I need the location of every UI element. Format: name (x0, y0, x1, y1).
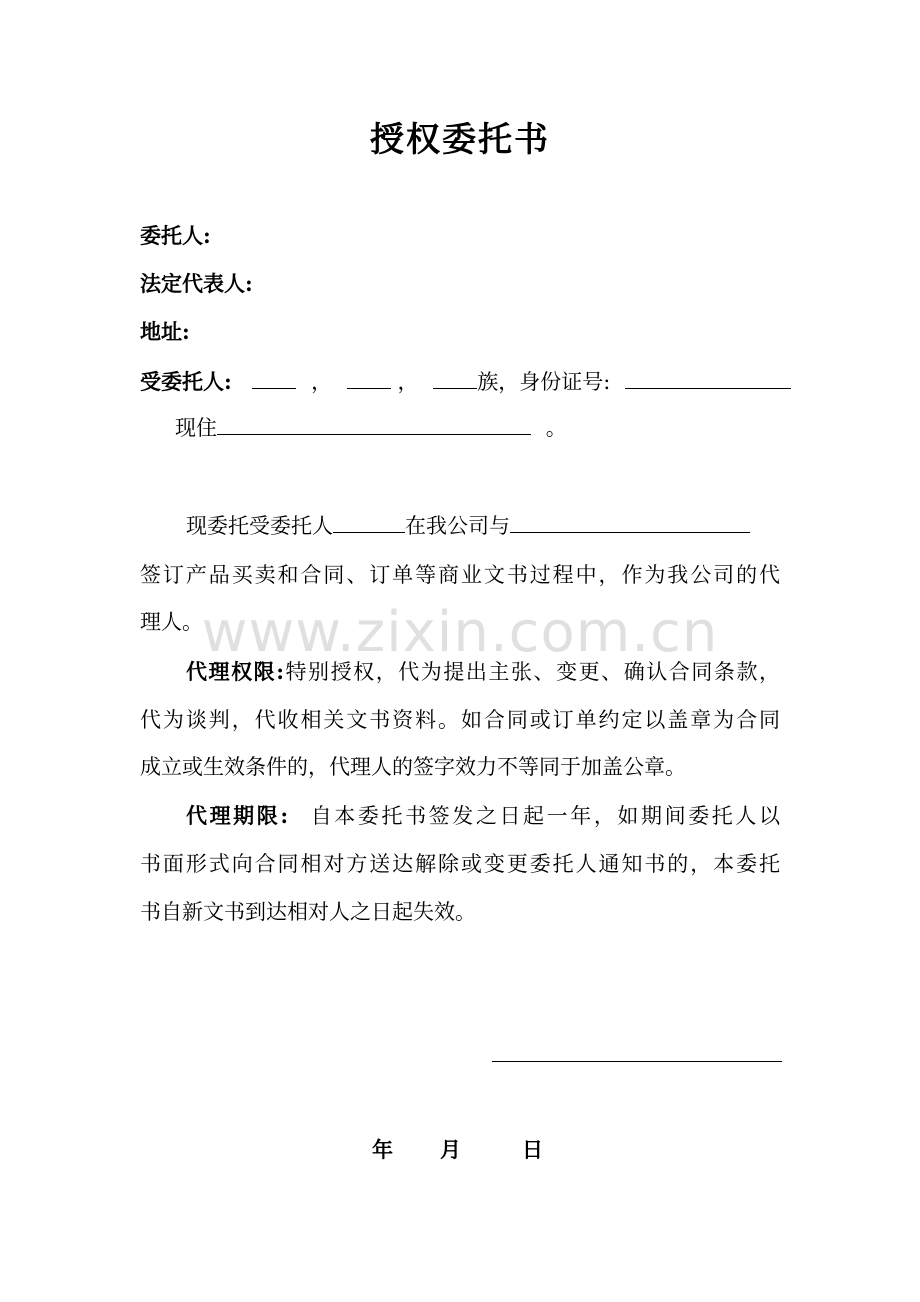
date-month: 月 (440, 1137, 461, 1162)
date-day: 日 (522, 1137, 543, 1162)
para1-text: 现委托受委托人 (186, 514, 333, 538)
watermark: www.zixin.com.cn (201, 600, 719, 665)
period: 。 (545, 416, 567, 440)
residence-row (175, 412, 567, 442)
agent-blank[interactable] (333, 514, 405, 533)
para2-line3: 成立或生效条件的，代理人的签字效力不等同于加盖公章。 (140, 755, 686, 779)
agent-gender-blank[interactable] (347, 370, 391, 389)
para2-line2: 代为谈判，代收相关文书资料。如合同或订单约定以盖章为合同 (140, 708, 780, 732)
address-label: 地址: (140, 319, 190, 344)
page-title: 授权委托书 (370, 120, 550, 160)
date-year: 年 (372, 1137, 393, 1162)
agent-label: 受委托人: (140, 369, 232, 394)
para2-line1 (186, 656, 780, 686)
signature-line[interactable] (492, 1061, 782, 1062)
counterparty-blank[interactable] (510, 514, 750, 533)
agent-name-blank[interactable] (252, 370, 296, 389)
separator: ， (311, 370, 333, 394)
id-number-blank[interactable] (625, 370, 791, 389)
para3-text: 自本委托书签发之日起一年，如期间委托人以 (308, 804, 780, 828)
para1-line2: 签订产品买卖和合同、订单等商业文书过程中，作为我公司的代 (140, 563, 780, 587)
separator: ， (397, 370, 419, 394)
para3-line3: 书自新文书到达相对人之日起失效。 (140, 900, 476, 924)
para1-line3: 理人。 (140, 610, 203, 634)
residence-label: 现住 (175, 416, 217, 440)
agent-ethnicity-blank[interactable] (433, 370, 477, 389)
authority-label: 代理权限: (186, 659, 284, 684)
ethnicity-id-label: 族，身份证号: (477, 370, 611, 394)
para1-line1 (186, 510, 750, 540)
para2-text: 特别授权，代为提出主张、变更、确认合同条款， (283, 660, 780, 684)
agent-row (140, 366, 791, 396)
para3-line2: 书面形式向合同相对方送达解除或变更委托人通知书的，本委托 (140, 852, 780, 876)
para3-line1 (186, 800, 780, 830)
term-label: 代理期限: (186, 803, 289, 828)
principal-label: 委托人: (140, 223, 211, 248)
para1-text: 在我公司与 (405, 514, 510, 538)
residence-blank[interactable] (217, 416, 531, 435)
legal-rep-label: 法定代表人: (140, 271, 253, 296)
